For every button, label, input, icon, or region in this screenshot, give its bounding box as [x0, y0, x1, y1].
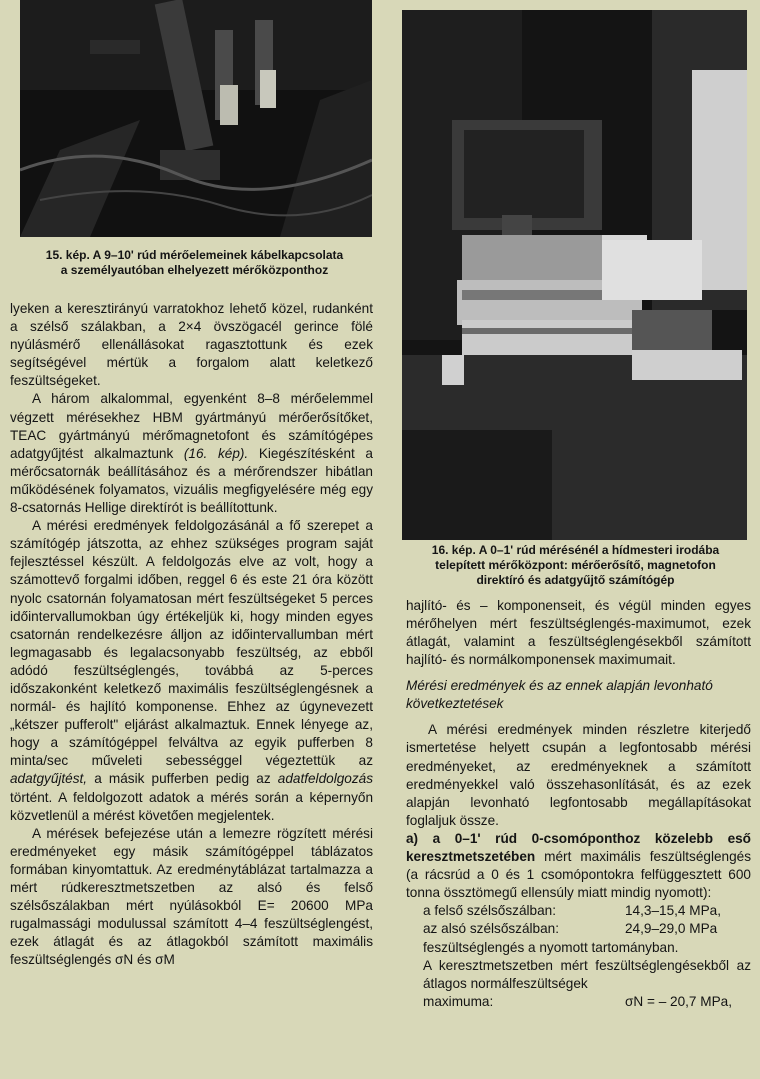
- paragraph-equipment-text-a: A három alkalommal, egyenként 8–8 mérőelemmel végzett mérésekhez HBM gyártmányú mérőerősítőket, TEAC gyártmányú mérőmagnetofont és számítógépes adatgyűjtést alkalmaztunk: [10, 391, 373, 461]
- photo-cable-connection: [20, 0, 372, 237]
- emphasis-data-processing: adatfeldolgozás: [277, 771, 373, 787]
- paragraph-intro-continued: lyeken a keresztirányú varratokhoz lehető közel, rudanként a szélső szálakban, a 2×4 övszögacél gerince fölé nyúlásmérő ellenállásokat ragasztottunk és ezek segítségével mértük a forgalom alatt keletkező feszültségeket.: [10, 301, 373, 389]
- value-row-upper-label: a felső szélsőszálban:: [423, 903, 556, 919]
- left-column: [10, 300, 373, 969]
- paragraph-normal-stress: A keresztmetszetben mért feszültséglengésekből az átlagos normálfeszültségek: [423, 957, 751, 991]
- figure-16-reference: (16. kép).: [183, 445, 249, 461]
- paragraph-processing-text-b: a másik pufferben pedig az: [87, 771, 278, 787]
- paragraph-processing-text-a: A mérési eredmények feldolgozásánál a fő szerepet a számítógép játszotta, az ehhez szükséges program saját fejlesztéssel készült. A feldolgozás elve az volt, hogy a számottevő forgalmi időben, reggel 6 és este 21 óra között nyolc csatornán folyamatosan mért feszültségeket 5 perces időintervallumokban úgy értékeljük ki, hogy minden egyes csatornán rendelkezésre álljon az időintervallumban mért legmagasabb és legalacsonyabb feszültség, az ebből adódó feszültséglengés, továbbá az 5-perces időszakonként keletkező maximális feszültséglengésnek a normál- és hajlító komponense. Ehhez az úgynevezett „kétszer pufferolt" eljárást alkalmaztuk. Ennek lényege az, hogy a számítógéppel felváltva az egyik pufferben 8 minta/sec műveleti sebességgel végeztettük az: [10, 518, 373, 769]
- paragraph-components: hajlító- és – komponenseit, és végül minden egyes mérőhelyen mért feszültséglengés-maximumot, ezek átlagát, valamint a feszültséglengésekből számított hajlító- és normálkomponensek maximumait.: [406, 598, 751, 668]
- photo-measurement-center: [402, 10, 747, 540]
- value-row-maximum-label: maximuma:: [423, 993, 494, 1009]
- right-column: [406, 597, 751, 1011]
- list-item-a: [406, 830, 751, 902]
- paragraph-equipment-text-b: Kiegészítésként a mérőcsatornák beállításához és a mérőrendszer hibátlan működésének folyamatos, vizuális megfigyelésére még egy 8-csatornás Hellige direktírót is beállítottunk.: [10, 445, 373, 516]
- figure-16-caption: [403, 543, 748, 588]
- photo-15-image: [20, 0, 372, 237]
- caption-16-line-3: direktíró és adatgyűjtő számítógép: [476, 573, 675, 587]
- caption-16-line-2: telepített mérőközpont: mérőerősítő, magnetofon: [435, 558, 716, 572]
- value-row-upper: [406, 902, 751, 920]
- value-row-upper-value: 14,3–15,4 MPa,: [625, 903, 721, 919]
- paragraph-processing: [10, 517, 373, 825]
- figure-15-caption: [12, 248, 377, 278]
- caption-16-line-1: 16. kép. A 0–1' rúd mérésénél a hídmesteri irodába: [431, 543, 720, 557]
- value-row-maximum-value: σN = – 20,7 MPa,: [625, 993, 732, 1009]
- value-row-lower-value: 24,9–29,0 MPa: [625, 921, 718, 937]
- value-row-maximum: [406, 993, 751, 1011]
- value-row-lower: [406, 920, 751, 938]
- paragraph-processing-text-c: történt. A feldolgozott adatok a mérés során a képernyőn közvetlenül a mérést követően megjelentek.: [10, 789, 373, 823]
- list-item-a-text: mért maximális feszültséglengés (a rácsrúd a 0 és 1 csomópontokra felfüggesztett 600 tonna össztömegű ellensúly miatt mindig nyomott):: [406, 849, 751, 901]
- caption-15-line-1: 15. kép. A 9–10' rúd mérőelemeinek kábelkapcsolata: [45, 248, 344, 262]
- value-row-lower-label: az alsó szélsőszálban:: [423, 921, 560, 937]
- list-item-a-label: a): [406, 830, 433, 846]
- paragraph-summary: A mérési eredmények minden részletre kiterjedő ismertetése helyett csupán a legfontosabb mérési eredményeket, az eredményeknek a számított eredményekkel való összehasonlítását, és az ezek alapján levonható legfontosabb megállapításokat foglaljuk össze.: [406, 722, 751, 828]
- emphasis-data-collection: adatgyűjtést,: [10, 771, 88, 787]
- paragraph-results-table: A mérések befejezése után a lemezre rögzített mérési eredményeket egy másik számítógéppel táblázatos formában kinyomtattuk. Az eredménytáblázat tartalmazza a mért rúdkeresztmetszetben az alsó és felső szélsőszálakban mért nyúlásokból E= 20600 MPa rugalmassági modulussal számított 4–4 feszültséglengést, ezek átlagát és az átlagokból számított maximális feszültséglengés σN és σM: [10, 825, 373, 968]
- paragraph-equipment: [10, 390, 373, 517]
- list-item-a-heading: a 0–1' rúd 0-csomóponthoz közelebb eső keresztmetszetében: [406, 830, 751, 865]
- photo-16-image: [402, 10, 747, 540]
- after-rows-text: feszültséglengés a nyomott tartományban.: [423, 939, 679, 955]
- caption-15-line-2: a személyautóban elhelyezett mérőközponthoz: [60, 263, 329, 277]
- section-subheading: Mérési eredmények és az ennek alapján levonható következtetések: [406, 678, 713, 712]
